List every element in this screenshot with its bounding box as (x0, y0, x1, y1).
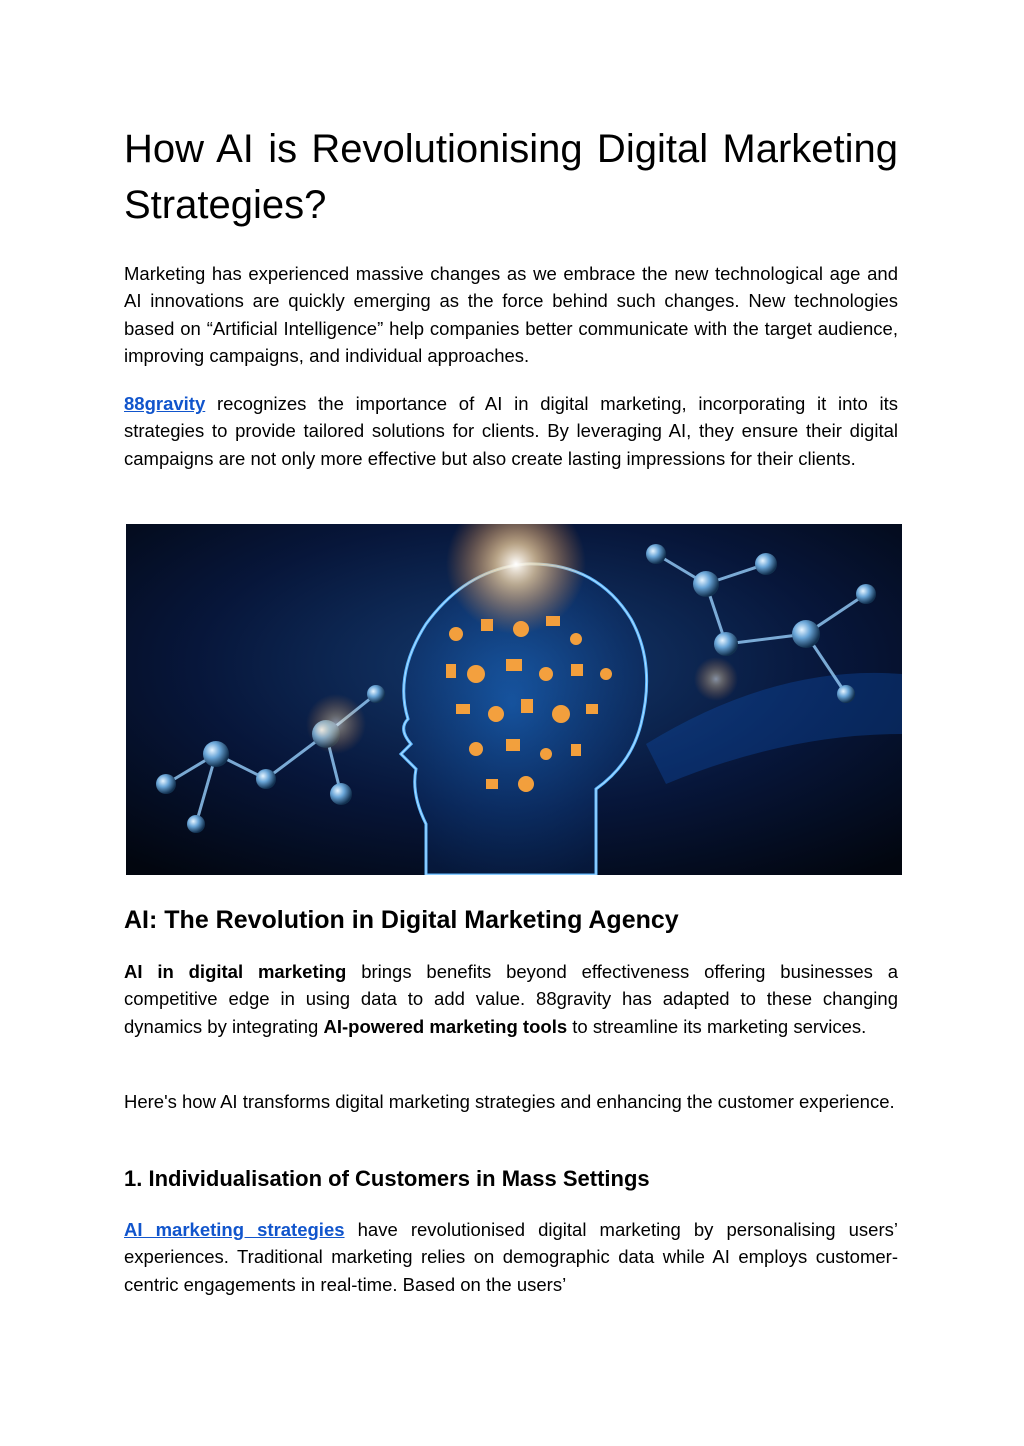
page-title: How AI is Revolutionising Digital Marketing Strategies? (124, 127, 898, 227)
agency-paragraph-text: recognizes the importance of AI in digital marketing, incorporating it into its strategies to provide tailored solutions for clients. By leveraging AI, they ensure their digital campaigns are not only more effective but also create lasting impressions for their clients. (124, 393, 898, 469)
agency-paragraph (124, 390, 898, 472)
bold-ai-in-digital-marketing: AI in digital marketing (124, 961, 347, 982)
individualisation-text: have revolutionised digital marketing by personalising users’ experiences. Traditional marketing relies on demographic data while AI employs customer-centric engagements in real-time. Based on the users’ (124, 1219, 898, 1295)
section-heading-ai-revolution: AI: The Revolution in Digital Marketing Agency (124, 906, 679, 934)
ai-marketing-strategies-link[interactable]: AI marketing strategies (124, 1219, 345, 1240)
section-heading-individualisation: 1. Individualisation of Customers in Mass Settings (124, 1166, 650, 1191)
ai-benefits-paragraph (124, 958, 898, 1040)
intro-paragraph: Marketing has experienced massive changes as we embrace the new technological age and AI innovations are quickly emerging as the force behind such changes. New technologies based on “Artificial Intelligence” help companies better communicate with the target audience, improving campaigns, and individual approaches. (124, 263, 898, 366)
ai-head-network-icon (126, 524, 902, 875)
individualisation-paragraph (124, 1216, 898, 1298)
ai-benefits-text-1: brings benefits beyond effectiveness offering businesses a competitive edge in using data to add value. 88gravity has adapted to these changing dynamics by integrating (124, 961, 898, 1037)
ai-benefits-text-2: to streamline its marketing services. (567, 1015, 867, 1037)
bold-ai-powered-tools: AI-powered marketing tools (323, 1015, 568, 1037)
transform-paragraph: Here's how AI transforms digital marketing strategies and enhancing the customer experience. (124, 1091, 895, 1112)
ai-head-illustration (126, 524, 902, 875)
88gravity-link[interactable]: 88gravity (124, 393, 206, 414)
